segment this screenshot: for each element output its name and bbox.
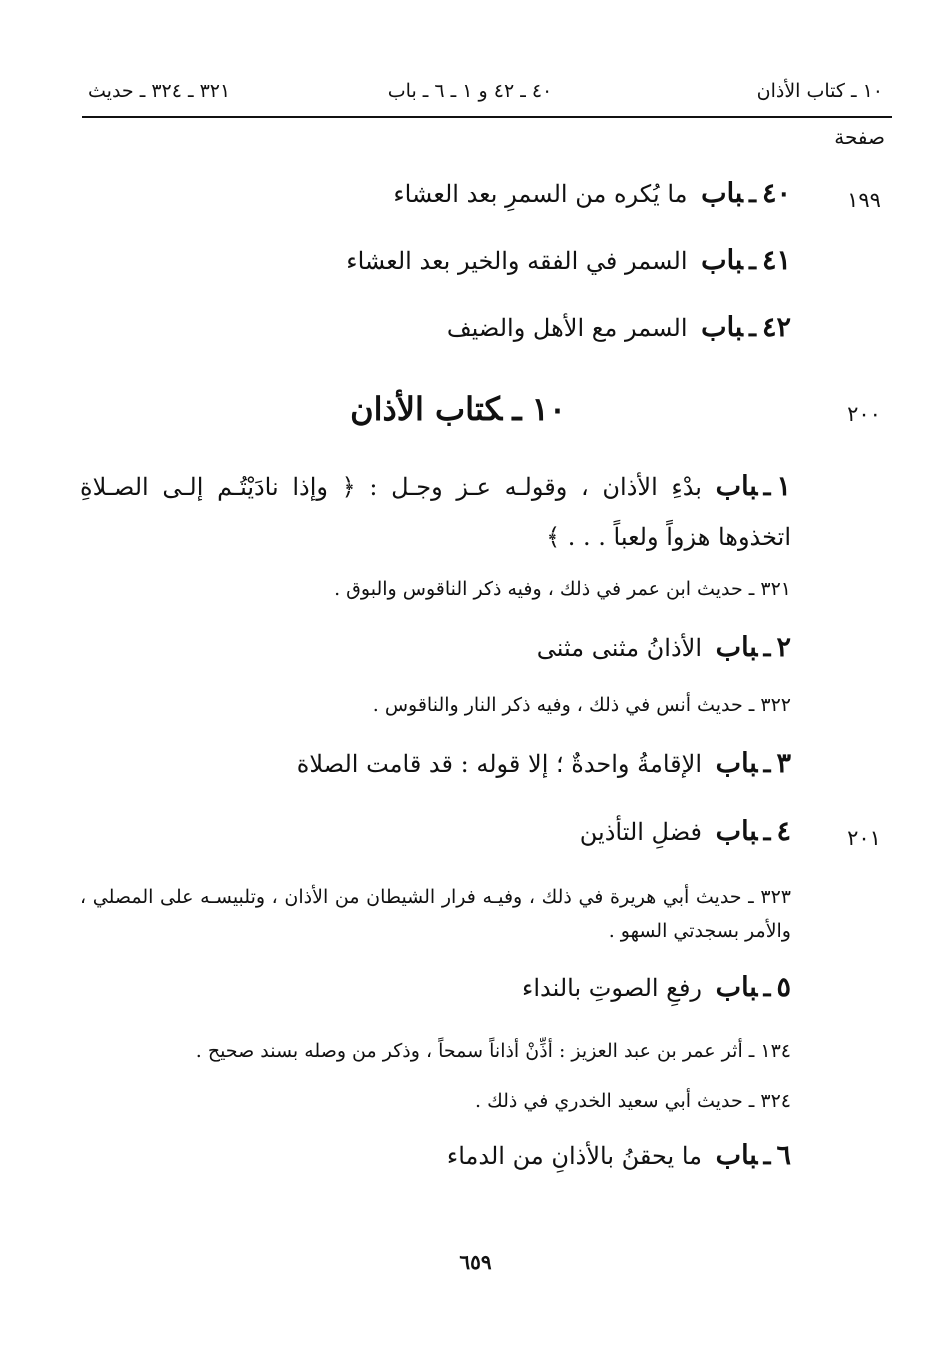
header-rule bbox=[82, 116, 892, 118]
entry-bab-2: ٢ـباب الأذانُ مثنى مثنى bbox=[536, 632, 791, 663]
chapter-name: كتاب الأذان bbox=[350, 390, 503, 428]
page-ref-201: ٢٠١ bbox=[847, 826, 881, 850]
entry-title: الأذانُ مثنى مثنى bbox=[536, 634, 703, 662]
athar-134: ١٣٤ ـ أثر عمر بن عبد العزيز : أذِّنْ أذاناً سمحاً ، وذكر من وصله بسند صحيح . bbox=[195, 1040, 791, 1062]
chapter-number: ١٠ bbox=[531, 390, 566, 428]
entry-number: ٤٢ bbox=[761, 312, 791, 343]
hadith-324: ٣٢٤ ـ حديث أبي سعيد الخدري في ذلك . bbox=[475, 1090, 791, 1112]
entry-bab-40: ٤٠ـباب ما يُكره من السمرِ بعد العشاء bbox=[393, 178, 791, 209]
bab-word: باب bbox=[715, 471, 758, 502]
bab-word: باب bbox=[715, 748, 758, 779]
entry-number: ٤ bbox=[776, 816, 791, 847]
page-number: ٦٥٩ bbox=[459, 1250, 492, 1274]
bab-word: باب bbox=[701, 245, 743, 276]
bab-word: باب bbox=[701, 312, 743, 343]
entry-title: ما يُكره من السمرِ بعد العشاء bbox=[393, 180, 688, 208]
entry-bab-41: ٤١ـباب السمر في الفقه والخير بعد العشاء bbox=[346, 245, 791, 276]
entry-bab-4: ٤ـباب فضلِ التأذين bbox=[579, 816, 791, 847]
bab-word: باب bbox=[715, 632, 758, 663]
entry-title: ما يحقنُ بالأذانِ من الدماء bbox=[446, 1142, 703, 1170]
page-column-heading: صفحة bbox=[834, 125, 885, 149]
page-ref-199: ١٩٩ bbox=[847, 188, 881, 212]
entry-bab-3: ٣ـباب الإقامةُ واحدةٌ ؛ إلا قوله : قد قامت الصلاة bbox=[296, 748, 791, 779]
entry-bab-5: ٥ـباب رفعِ الصوتِ بالنداء bbox=[522, 972, 791, 1003]
running-header-chapter: ١٠ ـ كتاب الأذان bbox=[756, 80, 883, 102]
entry-title: رفعِ الصوتِ بالنداء bbox=[522, 974, 703, 1002]
hadith-322: ٣٢٢ ـ حديث أنس في ذلك ، وفيه ذكر النار والناقوس . bbox=[372, 694, 791, 716]
hadith-321: ٣٢١ ـ حديث ابن عمر في ذلك ، وفيه ذكر الناقوس والبوق . bbox=[334, 578, 791, 600]
chapter-title: ١٠ـكتاب الأذان bbox=[350, 390, 566, 428]
entry-number: ٢ bbox=[776, 632, 791, 663]
hadith-323: ٣٢٣ ـ حديث أبي هريرة في ذلك ، وفيـه فرار الشيطان من الأذان ، وتلبيسـه على المصلي ، والأمر بسجدتي السهو . bbox=[80, 886, 791, 942]
entry-title: فضلِ التأذين bbox=[579, 818, 703, 846]
entry-title: السمر مع الأهل والضيف bbox=[446, 314, 688, 342]
page-ref-200: ٢٠٠ bbox=[847, 402, 881, 426]
entry-title: بدْءِ الأذان ، وقولـه عـز وجـل : ﴿ وإذا نادَيْتُـم إلـى الصـلاةِ اتخذوها هزواً ولعباً . . . ﴾ bbox=[80, 473, 791, 551]
bab-word: باب bbox=[701, 178, 743, 209]
bab-word: باب bbox=[715, 972, 758, 1003]
entry-number: ٤١ bbox=[761, 245, 791, 276]
entry-title: الإقامةُ واحدةٌ ؛ إلا قوله : قد قامت الصلاة bbox=[296, 750, 703, 778]
entry-bab-42: ٤٢ـباب السمر مع الأهل والضيف bbox=[446, 312, 791, 343]
entry-number: ٦ bbox=[776, 1140, 791, 1171]
entry-number: ١ bbox=[776, 471, 791, 502]
bab-word: باب bbox=[715, 816, 758, 847]
entry-number: ٥ bbox=[776, 972, 791, 1003]
entry-number: ٣ bbox=[776, 748, 791, 779]
bab-word: باب bbox=[715, 1140, 758, 1171]
entry-bab-6: ٦ـباب ما يحقنُ بالأذانِ من الدماء bbox=[446, 1140, 791, 1171]
entry-title: السمر في الفقه والخير بعد العشاء bbox=[346, 247, 688, 275]
running-header-hadith-range: ٣٢١ ـ ٣٢٤ ـ حديث bbox=[88, 80, 231, 102]
entry-number: ٤٠ bbox=[761, 178, 791, 209]
entry-bab-1: ١ـباب بدْءِ الأذان ، وقولـه عـز وجـل : ﴿ وإذا نادَيْتُـم إلـى الصـلاةِ اتخذوها هزواً ولعباً . . . ﴾ bbox=[80, 471, 791, 551]
running-header-sections: ٤٠ ـ ٤٢ و ١ ـ ٦ ـ باب bbox=[387, 80, 553, 102]
